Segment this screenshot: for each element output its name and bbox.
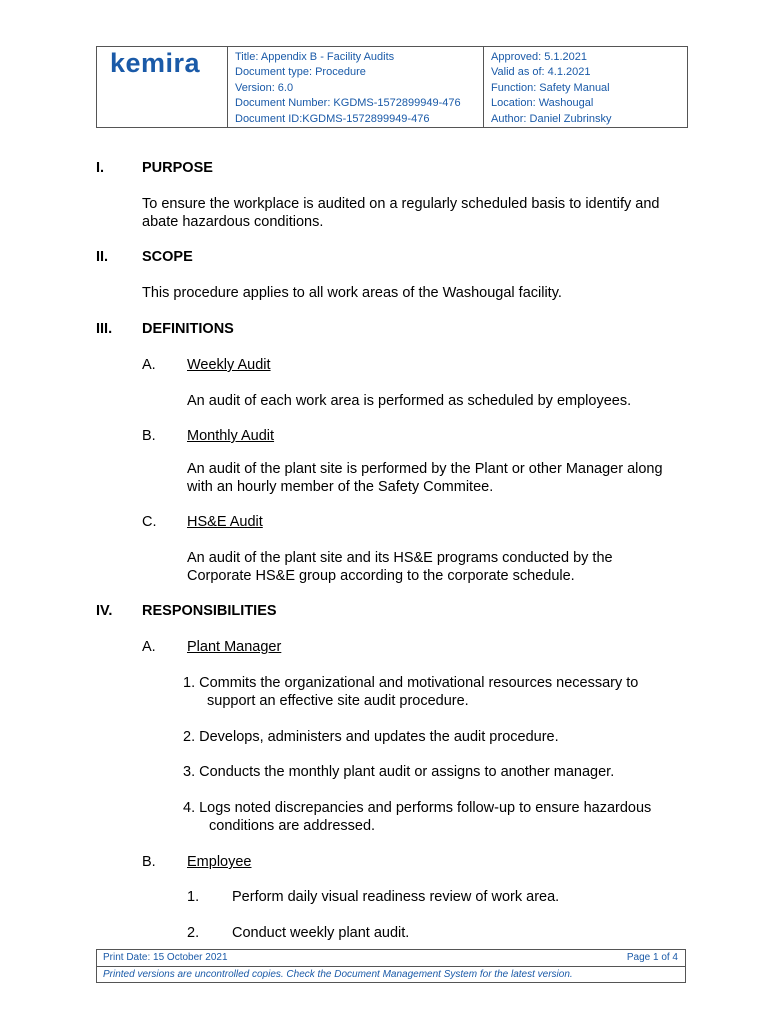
plant-manager-item-2: 2. Develops, administers and updates the audit procedure. bbox=[183, 729, 559, 745]
responsibility-b-title: Employee bbox=[187, 854, 252, 870]
definition-c-title: HS&E Audit bbox=[187, 514, 263, 530]
kemira-logo: kemira bbox=[110, 48, 201, 78]
responsibilities-heading: RESPONSIBILITIES bbox=[142, 603, 277, 619]
purpose-heading: PURPOSE bbox=[142, 160, 213, 176]
doc-author: Author: Daniel Zubrinsky bbox=[491, 112, 612, 125]
logo-cell bbox=[97, 47, 228, 127]
page-number: Page 1 of 4 bbox=[626, 952, 678, 963]
definition-a-text: An audit of each work area is performed as scheduled by employees. bbox=[187, 393, 632, 409]
definition-c-text-line2: Corporate HS&E group according to the corporate schedule. bbox=[187, 568, 575, 584]
definition-b-text-line2: with an hourly member of the Safety Commitee. bbox=[187, 479, 494, 495]
definitions-heading: DEFINITIONS bbox=[142, 321, 234, 337]
scope-text: This procedure applies to all work areas of the Washougal facility. bbox=[142, 285, 562, 301]
footer-disclaimer: Printed versions are uncontrolled copies. Check the Document Management System for the latest version. bbox=[103, 969, 573, 980]
doc-number: Document Number: KGDMS-1572899949-476 bbox=[235, 97, 461, 110]
doc-id: Document ID:KGDMS-1572899949-476 bbox=[235, 112, 430, 125]
doc-type: Document type: Procedure bbox=[235, 66, 366, 79]
doc-approved: Approved: 5.1.2021 bbox=[491, 51, 588, 63]
definition-c-text-line1: An audit of the plant site and its HS&E programs conducted by the bbox=[187, 550, 613, 566]
employee-item-2-text: Conduct weekly plant audit. bbox=[232, 925, 410, 941]
responsibility-b-letter: B. bbox=[142, 854, 156, 870]
definition-a-letter: A. bbox=[142, 357, 156, 373]
doc-location: Location: Washougal bbox=[491, 97, 594, 110]
responsibility-a-title: Plant Manager bbox=[187, 639, 282, 655]
scope-heading: SCOPE bbox=[142, 249, 193, 265]
header-meta-right bbox=[484, 47, 687, 127]
purpose-text-line2: abate hazardous conditions. bbox=[142, 214, 324, 230]
definition-b-title: Monthly Audit bbox=[187, 428, 275, 444]
employee-item-1-text: Perform daily visual readiness review of work area. bbox=[232, 889, 560, 905]
definition-b-letter: B. bbox=[142, 428, 156, 444]
print-date: Print Date: 15 October 2021 bbox=[103, 952, 228, 963]
header-meta-left bbox=[228, 47, 484, 127]
purpose-text-line1: To ensure the workplace is audited on a regularly scheduled basis to identify and bbox=[142, 196, 660, 212]
doc-title: Title: Appendix B - Facility Audits bbox=[235, 51, 395, 63]
employee-item-1-number: 1. bbox=[187, 889, 200, 905]
plant-manager-item-1-line1: 1. Commits the organizational and motivational resources necessary to bbox=[183, 675, 639, 691]
employee-item-2-number: 2. bbox=[187, 925, 200, 941]
doc-version: Version: 6.0 bbox=[235, 81, 294, 94]
footer-row-print bbox=[97, 950, 685, 967]
definitions-numeral: III. bbox=[96, 321, 113, 337]
document-header bbox=[96, 46, 688, 128]
plant-manager-item-1-line2: support an effective site audit procedure. bbox=[207, 693, 469, 709]
plant-manager-item-4-line2: conditions are addressed. bbox=[209, 818, 376, 834]
doc-valid-as-of: Valid as of: 4.1.2021 bbox=[491, 66, 591, 79]
purpose-numeral: I. bbox=[96, 160, 105, 176]
document-footer bbox=[96, 949, 686, 983]
responsibility-a-letter: A. bbox=[142, 639, 156, 655]
plant-manager-item-3: 3. Conducts the monthly plant audit or assigns to another manager. bbox=[183, 764, 615, 780]
definition-c-letter: C. bbox=[142, 514, 157, 530]
doc-function: Function: Safety Manual bbox=[491, 81, 610, 94]
responsibilities-numeral: IV. bbox=[96, 603, 113, 619]
definition-b-text-line1: An audit of the plant site is performed by the Plant or other Manager along bbox=[187, 461, 663, 477]
scope-numeral: II. bbox=[96, 249, 109, 265]
plant-manager-item-4-line1: 4. Logs noted discrepancies and performs follow-up to ensure hazardous bbox=[183, 800, 652, 816]
footer-row-disclaimer bbox=[97, 967, 685, 983]
definition-a-title: Weekly Audit bbox=[187, 357, 271, 373]
